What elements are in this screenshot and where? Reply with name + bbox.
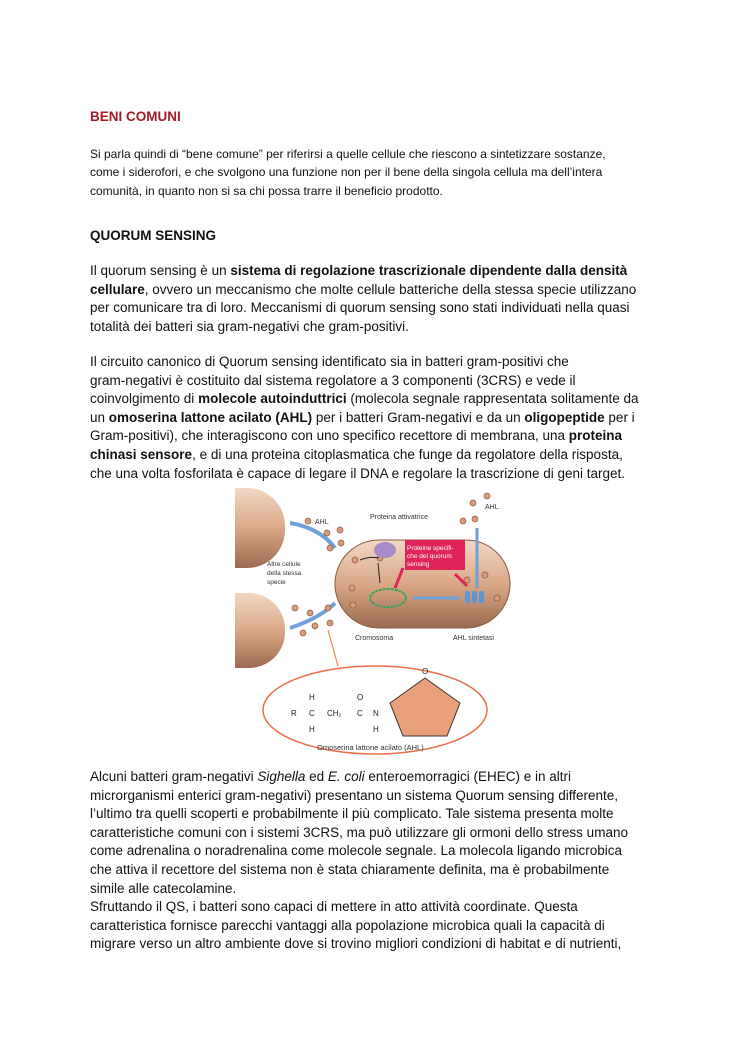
text-segment: , ovvero un meccanismo che molte cellule batteriche della stessa specie utilizzano bbox=[144, 281, 637, 297]
text-segment: Si parla quindi di “bene comune” per riferirsi a quelle cellule che riescono a sintetizzare sostanze, bbox=[90, 147, 606, 161]
text-segment: per comunicare tra di loro. Meccanismi di quorum sensing sono stati individuati nella quasi bbox=[90, 300, 630, 316]
text-segment: coinvolgimento di bbox=[90, 391, 199, 407]
text-segment: che attiva il recettore del sistema non è stata chiaramente definita, ma è probabilmente bbox=[90, 861, 610, 877]
label-other-cells-1: Altre cellule bbox=[267, 561, 301, 568]
text-segment: migrare verso un altro ambiente dove si trovino migliori condizioni di habitat e di nutrienti, bbox=[90, 936, 622, 952]
text-line bbox=[90, 465, 639, 484]
text-segment: l’ultimo tra quelli scoperti e probabilmente il più complicato. Tale sistema presenta molte bbox=[90, 806, 614, 822]
quorum-sensing-figure bbox=[235, 488, 515, 758]
label-chromosome: Cromosoma bbox=[355, 635, 394, 642]
text-segment: ed bbox=[305, 769, 328, 784]
text-line bbox=[90, 842, 628, 861]
text-segment: Il circuito canonico di Quorum sensing identificato sia in batteri gram-positivi che bbox=[90, 354, 569, 369]
italic-text: E. coli bbox=[327, 769, 365, 784]
text-segment: Il quorum sensing è un bbox=[90, 263, 231, 278]
text-segment: Sfruttando il QS, i batteri sono capaci di mettere in atto attività coordinate. Questa bbox=[90, 899, 578, 915]
text-line bbox=[90, 805, 628, 824]
svg-text:O: O bbox=[357, 693, 364, 702]
figure-caption: Omoserina lattone acilato (AHL) bbox=[317, 743, 424, 752]
text-segment: caratteristica fornisce parecchi vantaggi alla popolazione microbica quali la capacità di bbox=[90, 917, 605, 933]
text-line bbox=[90, 390, 639, 409]
text-line bbox=[90, 768, 628, 787]
text-line bbox=[90, 787, 628, 806]
text-segment: , e di una proteina citoplasmatica che funge da regolatore della risposta, bbox=[192, 446, 623, 462]
text-line bbox=[90, 409, 639, 428]
text-line bbox=[90, 372, 639, 391]
text-line bbox=[90, 145, 606, 163]
svg-text:CH₂: CH₂ bbox=[327, 709, 342, 718]
neighbor-cell-top bbox=[235, 488, 285, 568]
text-line bbox=[90, 353, 639, 372]
italic-text: Sighella bbox=[257, 769, 306, 784]
label-ahl-out: AHL bbox=[485, 504, 499, 511]
text-line bbox=[90, 935, 628, 954]
bold-text: oligopeptide bbox=[524, 409, 605, 425]
bold-text: omoserina lattone acilato (AHL) bbox=[108, 409, 313, 425]
text-segment: Alcuni batteri gram-negativi bbox=[90, 769, 258, 784]
text-segment: un bbox=[90, 409, 109, 425]
paragraph-beni-comuni bbox=[90, 145, 606, 200]
label-activator: Proteina attivatrice bbox=[370, 514, 428, 521]
text-line bbox=[90, 281, 636, 300]
svg-text:C: C bbox=[357, 709, 363, 718]
bold-text: proteina bbox=[568, 428, 622, 444]
text-segment: comunità, in quanto non si sa chi possa trarre il beneficio prodotto. bbox=[90, 183, 443, 198]
bold-text: molecole autoinduttrici bbox=[198, 391, 347, 407]
text-line bbox=[90, 917, 628, 936]
text-segment: totalità dei batteri sia gram-negativi che gram-positivi. bbox=[90, 318, 409, 334]
text-line bbox=[90, 446, 639, 465]
neighbor-cell-bottom bbox=[235, 593, 285, 668]
label-other-cells-2: della stessa bbox=[267, 570, 302, 577]
bold-text: sistema di regolazione trascrizionale dipendente dalla densità bbox=[230, 263, 628, 278]
svg-text:R: R bbox=[291, 709, 297, 718]
text-line bbox=[90, 318, 636, 337]
text-line bbox=[90, 824, 628, 843]
text-line bbox=[90, 182, 606, 200]
label-specific-proteins-2: che del quorum bbox=[407, 553, 452, 560]
text-line bbox=[90, 163, 606, 181]
label-ahl-in: AHL bbox=[315, 519, 329, 526]
text-segment: caratteristiche comuni con i sistemi 3CRS, ma può utilizzare gli ormoni dello stress umano bbox=[90, 824, 628, 840]
heading-beni-comuni: BENI COMUNI bbox=[90, 109, 181, 124]
text-segment: (molecola segnale rappresentata solitamente da bbox=[346, 391, 639, 407]
text-segment: enteroemorragici (EHEC) e in altri bbox=[364, 769, 571, 784]
text-segment: gram-negativi è costituito dal sistema regolatore a 3 componenti (3CRS) e vede il bbox=[90, 372, 576, 388]
text-segment: Gram-positivi), che interagiscono con uno specifico recettore di membrana, una bbox=[90, 428, 569, 444]
text-line bbox=[90, 880, 628, 899]
text-line bbox=[90, 427, 639, 446]
label-synthase: AHL sintetasi bbox=[453, 635, 494, 642]
svg-text:H: H bbox=[309, 693, 315, 702]
text-line bbox=[90, 861, 628, 880]
text-line bbox=[90, 898, 628, 917]
text-segment: simile alle catecolamine. bbox=[90, 880, 237, 896]
svg-text:H: H bbox=[373, 725, 379, 734]
label-specific-proteins-3: sensing bbox=[407, 561, 430, 568]
svg-text:N: N bbox=[373, 709, 379, 718]
paragraph-quorum-definition bbox=[90, 262, 636, 336]
text-segment: come i siderofori, e che svolgono una funzione non per il bene della singola cellula ma dell’intera bbox=[90, 165, 603, 180]
label-other-cells-3: specie bbox=[267, 579, 286, 586]
heading-quorum-sensing: QUORUM SENSING bbox=[90, 228, 217, 243]
text-segment: per i batteri Gram-negativi e da un bbox=[312, 409, 525, 425]
text-line bbox=[90, 299, 636, 318]
text-segment: per i bbox=[604, 409, 635, 425]
text-segment: come adrenalina o noradrenalina come molecole segnale. La molecola ligando microbica bbox=[90, 843, 623, 859]
svg-text:C: C bbox=[309, 709, 315, 718]
svg-text:O: O bbox=[422, 667, 429, 676]
label-specific-proteins-1: Proteine specifi- bbox=[407, 545, 454, 552]
bold-text: cellulare bbox=[90, 281, 145, 297]
paragraph-ehec-qs bbox=[90, 768, 628, 954]
svg-text:H: H bbox=[309, 725, 315, 734]
text-segment: microrganismi enterici gram-negativi) presentano un sistema Quorum sensing differente, bbox=[90, 787, 618, 803]
paragraph-canonical-circuit bbox=[90, 353, 639, 483]
text-line bbox=[90, 262, 636, 281]
text-segment: che una volta fosforilata è capace di legare il DNA e regolare la trascrizione di geni target. bbox=[90, 465, 626, 481]
bold-text: chinasi sensore bbox=[90, 446, 193, 462]
